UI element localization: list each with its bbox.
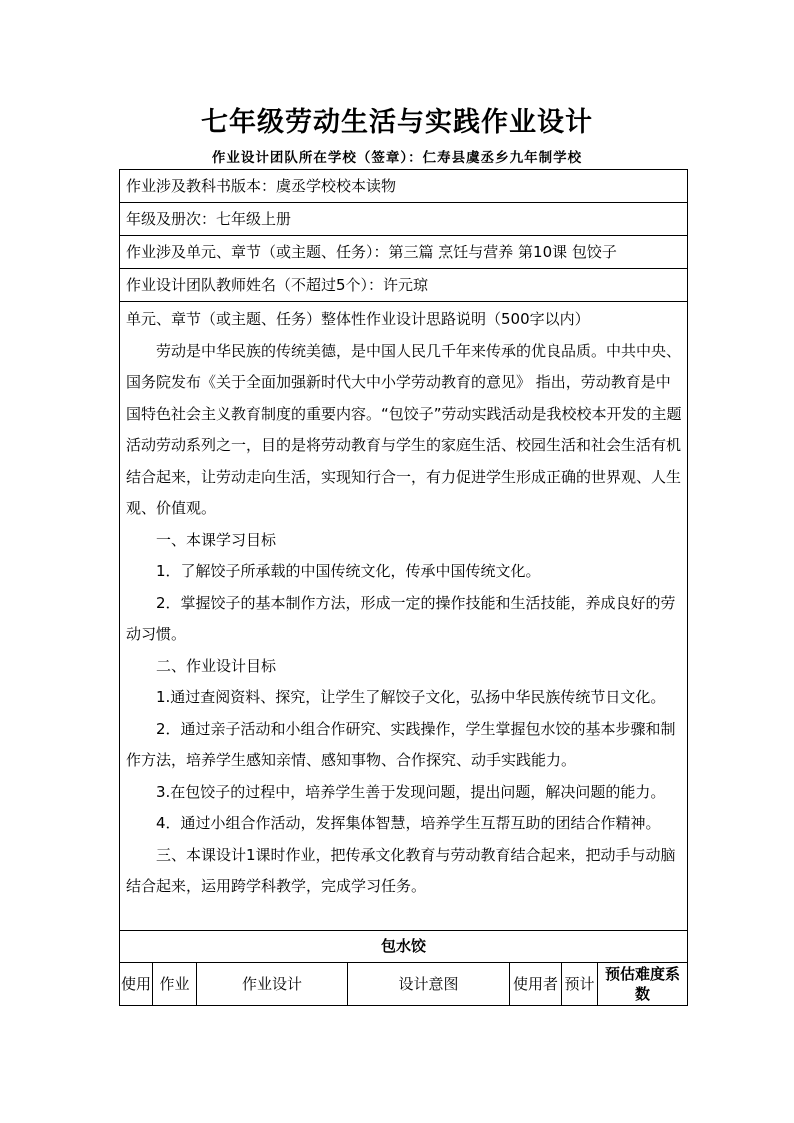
col-header-user: 使用者 <box>510 963 562 1006</box>
col-header-homework-design: 作业设计 <box>197 963 348 1006</box>
grade-row: 年级及册次：七年级上册 <box>120 203 688 236</box>
design-narrative <box>120 302 688 931</box>
column-header-row <box>120 963 688 1006</box>
school-line: 作业设计团队所在学校（签章）：仁寿县虞丞乡九年制学校 <box>211 150 583 166</box>
narrative-heading: 单元、章节（或主题、任务）整体性作业设计思路说明（500字以内） <box>126 310 590 328</box>
document-title: 七年级劳动生活与实践作业设计 <box>201 107 593 138</box>
goal-1: 1．了解饺子所承载的中国传统文化，传承中国传统文化。 <box>156 562 541 580</box>
section-title: 包水饺 <box>120 931 688 963</box>
design-goal-3: 3.在包饺子的过程中，培养学生善于发现问题，提出问题，解决问题的能力。 <box>156 782 666 801</box>
design-goal-2: 2．通过亲子活动和小组合作研究、实践操作，学生掌握包水饺的基本步骤和制作方法，培养学生感知亲情、感知事物、合作探究、动手实践能力。 <box>126 719 676 769</box>
design-goals-heading: 二、作业设计目标 <box>156 656 277 675</box>
part-3: 三、本课设计1课时作业，把传承文化教育与劳动教育结合起来，把动手与动脑结合起来，运用跨学科教学，完成学习任务。 <box>126 845 676 895</box>
col-header-design-intent: 设计意图 <box>348 963 510 1006</box>
design-goal-4: 4．通过小组合作活动，发挥集体智慧，培养学生互帮互助的团结合作精神。 <box>156 814 661 832</box>
goal-2: 2．掌握饺子的基本制作方法，形成一定的操作技能和生活技能，养成良好的劳动习惯。 <box>126 593 676 643</box>
narrative-intro: 劳动是中华民族的传统美德，是中国人民几千年来传承的优良品质。中共中央、国务院发布《关于全面加强新时代大中小学劳动教育的意见》 指出，劳动教育是中国特色社会主义教育制度的重要内容。“包饺子”劳动实践活动是我校校本开发的主题活动劳动系列之一，目的是将劳动教育与学生的家庭生活、校园生活和社会生活有机结合起来，让劳动走向生活，实现知行合一，有力促进学生形成正确的世界观、人生观、价值观。 <box>126 341 682 517</box>
col-header-homework: 作业 <box>153 963 197 1006</box>
col-header-difficulty: 预估难度系数 <box>598 963 688 1006</box>
design-table <box>119 169 688 1006</box>
teachers-row: 作业设计团队教师姓名（不超过5个）：许元琼 <box>120 269 688 302</box>
textbook-row: 作业涉及教科书版本：虞丞学校校本读物 <box>120 170 688 203</box>
unit-row: 作业涉及单元、章节（或主题、任务）：第三篇 烹饪与营养 第10课 包饺子 <box>120 236 688 269</box>
goals-heading: 一、本课学习目标 <box>156 530 277 549</box>
col-header-use: 使用 <box>120 963 153 1006</box>
col-header-estimate: 预计 <box>562 963 598 1006</box>
design-goal-1: 1.通过查阅资料、探究，让学生了解饺子文化，弘扬中华民族传统节日文化。 <box>156 688 666 706</box>
